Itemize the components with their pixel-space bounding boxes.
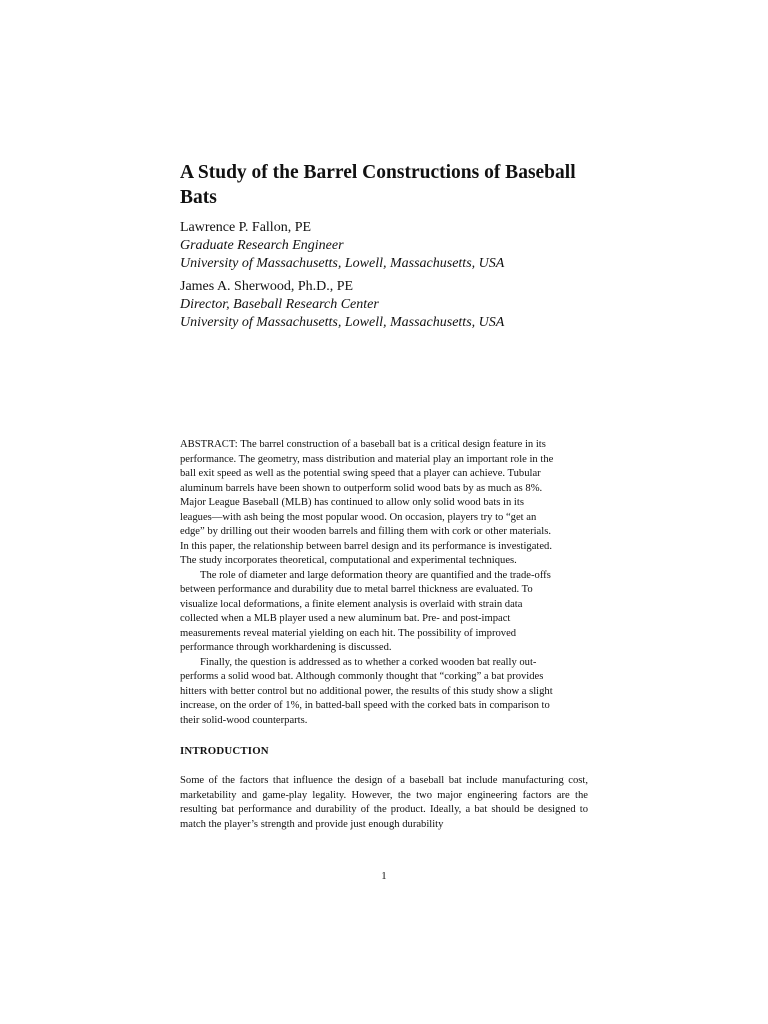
author-role: Graduate Research Engineer xyxy=(180,238,344,253)
paper-title: A Study of the Barrel Constructions of Baseball Bats xyxy=(180,162,576,208)
author-list xyxy=(180,219,600,336)
author-affiliation: University of Massachusetts, Lowell, Massachusetts, USA xyxy=(180,315,505,330)
author-affiliation: University of Massachusetts, Lowell, Massachusetts, USA xyxy=(180,256,505,271)
author-name: Lawrence P. Fallon, PE xyxy=(180,220,312,235)
abstract-paragraph: Finally, the question is addressed as to whether a corked wooden bat really out-performs a solid wood bat. Although commonly thought that “corking” a bat provides hitters with better control but no additional power, the results of this study show a slight increase, on the order of 1%, in batted-ball speed with the corked bats in comparison to their solid-wood counterparts. xyxy=(180,656,553,726)
author-block xyxy=(180,219,600,273)
introduction-paragraph: Some of the factors that influence the design of a baseball bat include manufacturing cost, marketability and game-play legality. However, the two major engineering factors are the resulting bat performance and durability of the product. Ideally, a bat should be designed to match the player’s strength and provide just enough durability xyxy=(180,775,588,830)
author-name: James A. Sherwood, Ph.D., PE xyxy=(180,279,354,294)
abstract-paragraph: The role of diameter and large deformation theory are quantified and the trade-offs between performance and durability due to metal barrel thickness are evaluated. To visualize local deformations, a finite element analysis is overlaid with strain data collected when a MLB player used a new aluminum bat. Pre- and post-impact measurements reveal material yielding on each hit. The possibility of improved performance through workhardening is discussed. xyxy=(180,569,551,653)
abstract xyxy=(180,438,555,728)
author-block xyxy=(180,278,600,332)
page-number: 1 xyxy=(381,870,387,882)
author-role: Director, Baseball Research Center xyxy=(180,297,379,312)
section-heading-introduction: INTRODUCTION xyxy=(180,745,269,757)
abstract-paragraph: ABSTRACT: The barrel construction of a baseball bat is a critical design feature in its performance. The geometry, mass distribution and material play an important role in the ball exit speed as well as the potential swing speed that a player can achieve. Tubular aluminum barrels have been shown to outperform solid wood bats by as much as 8%. Major League Baseball (MLB) has continued to allow only solid wood bats in its leagues—with ash being the most popular wood. On occasion, players try to “get an edge” by drilling out their wooden barrels and filling them with cork or other materials. In this paper, the relationship between barrel design and its performance is investigated. The study incorporates theoretical, computational and experimental techniques. xyxy=(180,439,554,566)
